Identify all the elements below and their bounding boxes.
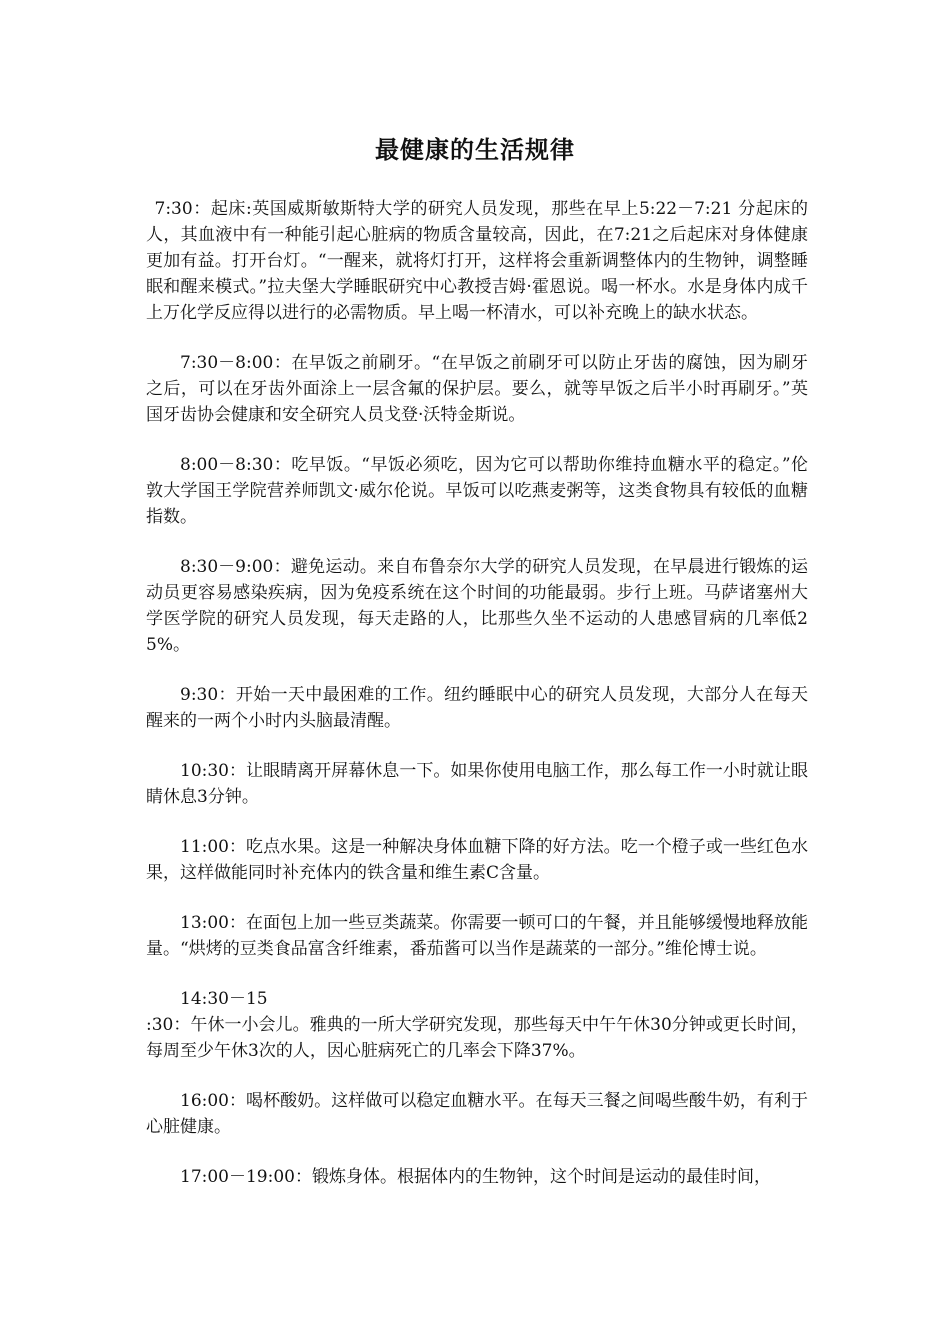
- paragraph-yogurt: 16:00：喝杯酸奶。这样做可以稳定血糖水平。在每天三餐之间喝些酸牛奶，有利于心脏健康。: [146, 1091, 808, 1137]
- document-title: 最健康的生活规律: [375, 136, 575, 164]
- paragraph-hardest-work: 9:30：开始一天中最困难的工作。纽约睡眠中心的研究人员发现，大部分人在每天醒来的一两个小时内头脑最清醒。: [146, 685, 808, 731]
- paragraph-avoid-exercise: 8:30－9:00：避免运动。来自布鲁奈尔大学的研究人员发现，在早晨进行锻炼的运动员更容易感染疾病，因为免疫系统在这个时间的功能最弱。步行上班。马萨诸塞州大学医学院的研究人员发现，每天走路的人，比那些久坐不运动的人患感冒病的几率低25%。: [146, 557, 808, 655]
- paragraph-brush-teeth: 7:30－8:00：在早饭之前刷牙。“在早饭之前刷牙可以防止牙齿的腐蚀，因为刷牙之后，可以在牙齿外面涂上一层含氟的保护层。要么，就等早饭之后半小时再刷牙。”英国牙齿协会健康和安全研究人员戈登·沃特金斯说。: [146, 353, 808, 425]
- paragraph-breakfast: 8:00－8:30：吃早饭。“早饭必须吃，因为它可以帮助你维持血糖水平的稳定。”伦敦大学国王学院营养师凯文·威尔伦说。早饭可以吃燕麦粥等，这类食物具有较低的血糖指数。: [146, 455, 808, 527]
- paragraph-fruit: 11:00：吃点水果。这是一种解决身体血糖下降的好方法。吃一个橙子或一些红色水果，这样做能同时补充体内的铁含量和维生素C含量。: [146, 837, 808, 883]
- paragraph-rest-eyes: 10:30：让眼睛离开屏幕休息一下。如果你使用电脑工作，那么每工作一小时就让眼睛休息3分钟。: [146, 761, 808, 807]
- paragraph-exercise: 17:00－19:00：锻炼身体。根据体内的生物钟，这个时间是运动的最佳时间，: [180, 1167, 771, 1187]
- paragraph-nap: :30：午休一小会儿。雅典的一所大学研究发现，那些每天中午午休30分钟或更长时间，每周至少午休3次的人，因心脏病死亡的几率会下降37%。: [146, 1015, 808, 1061]
- paragraph-wake-up: 7:30：起床:英国威斯敏斯特大学的研究人员发现，那些在早上5:22－7:21 分起床的人，其血液中有一种能引起心脏病的物质含量较高，因此，在7:21之后起床对身体健康更加有益。打开台灯。“一醒来，就将灯打开，这样将会重新调整体内的生物钟，调整睡眠和醒来模式。”拉夫堡大学睡眠研究中心教授吉姆·霍恩说。喝一杯水。水是身体内成千上万化学反应得以进行的必需物质。早上喝一杯清水，可以补充晚上的缺水状态。: [146, 199, 808, 323]
- paragraph-lunch: 13:00：在面包上加一些豆类蔬菜。你需要一顿可口的午餐，并且能够缓慢地释放能量。“烘烤的豆类食品富含纤维素，番茄酱可以当作是蔬菜的一部分。”维伦博士说。: [146, 913, 808, 959]
- document-body: [146, 196, 808, 1214]
- paragraph-nap-time: 14:30－15: [180, 989, 268, 1009]
